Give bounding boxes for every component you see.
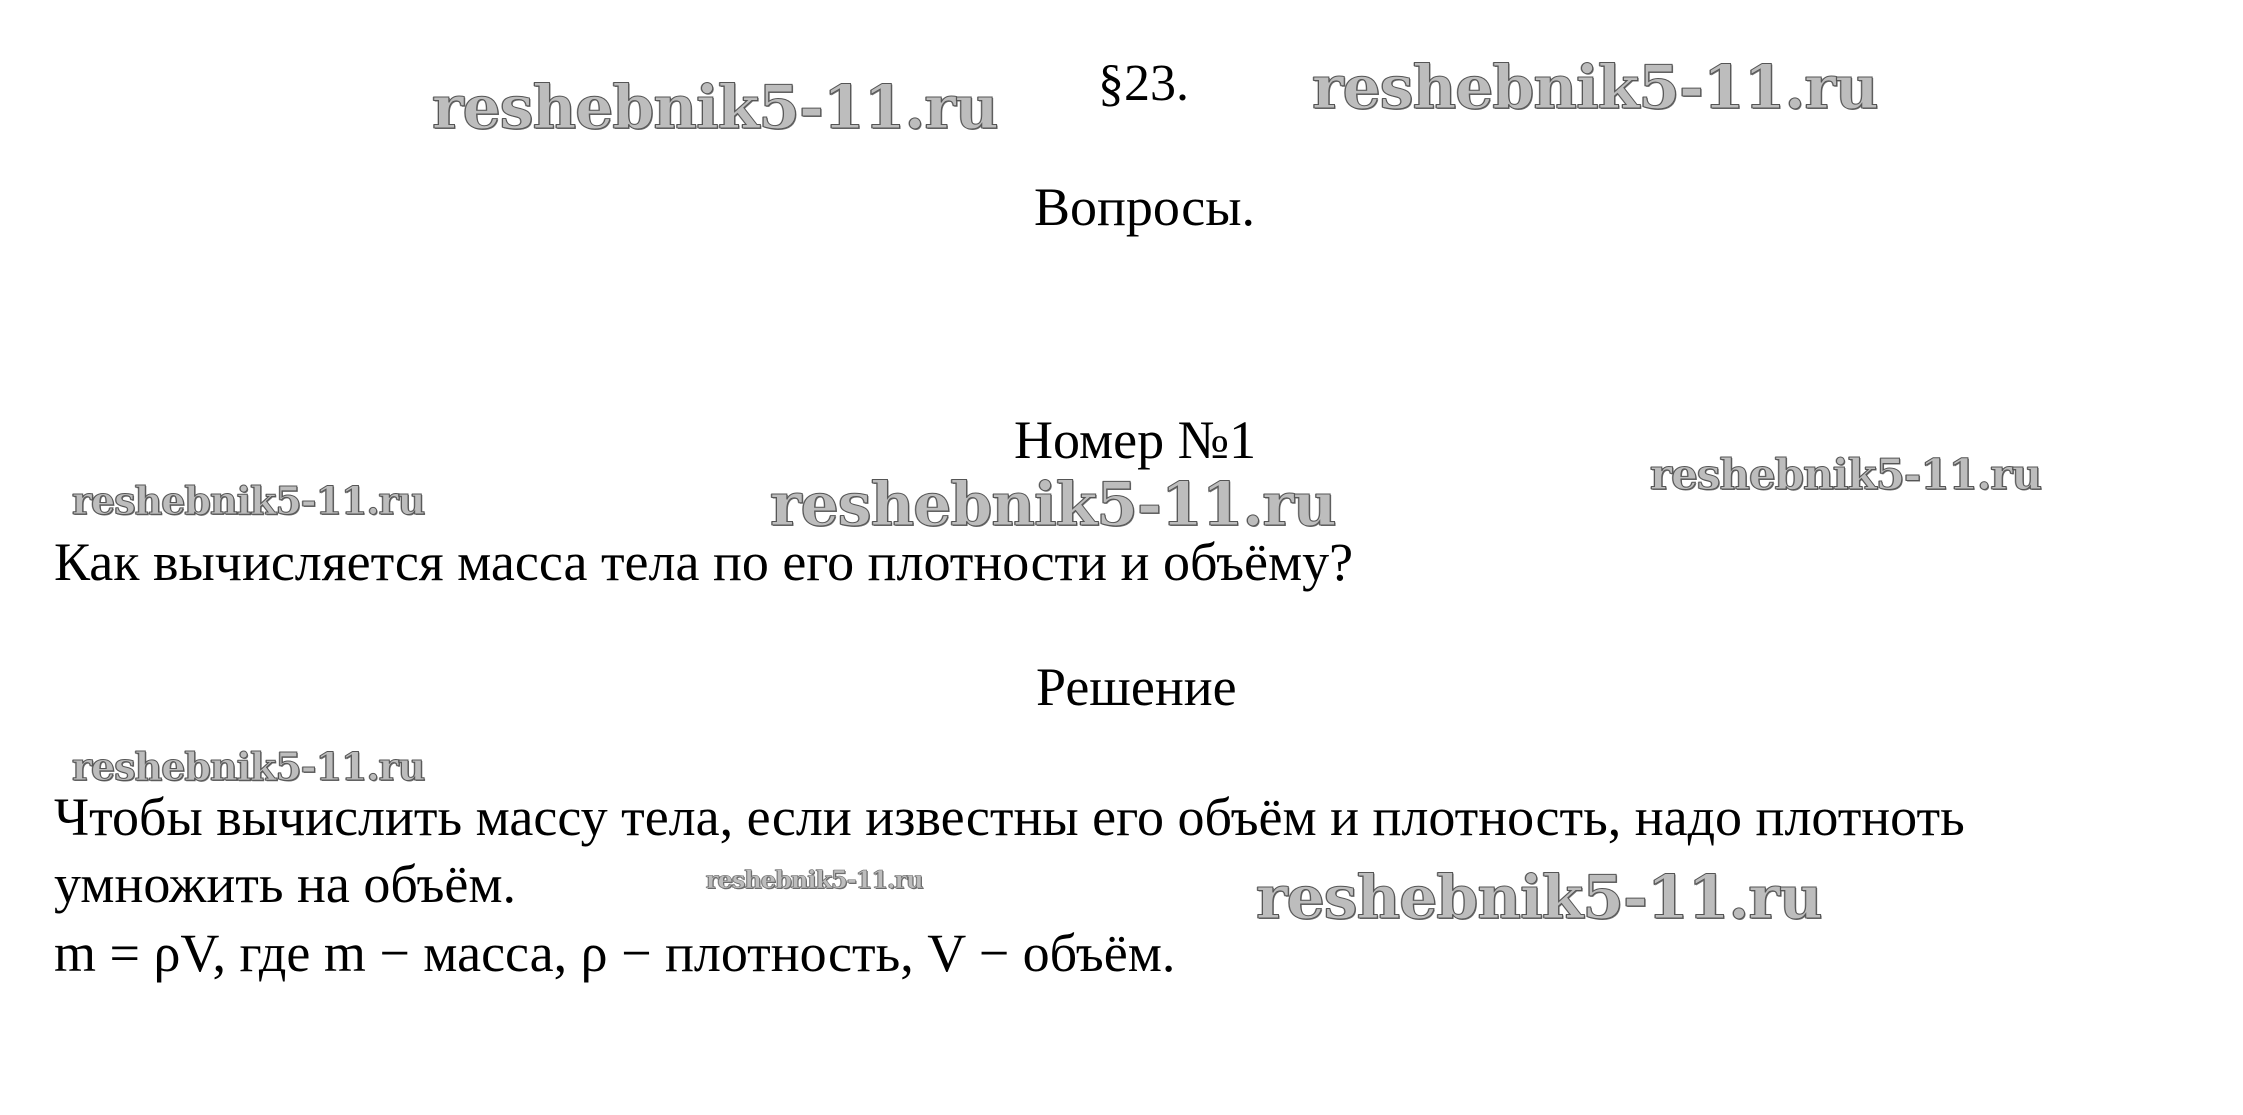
- watermark: reshebnik5-11.ru: [770, 470, 1336, 540]
- answer-formula: m = ρV, где m − масса, ρ − плотность, V − объём.: [54, 923, 1176, 983]
- watermark: reshebnik5-11.ru: [72, 744, 425, 789]
- question-text: Как вычисляется масса тела по его плотности и объёму?: [54, 532, 1354, 592]
- watermark: reshebnik5-11.ru: [1312, 53, 1878, 123]
- answer-line-1: Чтобы вычислить массу тела, если известны его объём и плотность, надо плотноть: [54, 787, 1965, 847]
- section-number: §23.: [1098, 55, 1189, 112]
- watermark: reshebnik5-11.ru: [706, 865, 923, 894]
- solution-title: Решение: [1036, 657, 1237, 717]
- watermark: reshebnik5-11.ru: [1650, 450, 2042, 499]
- watermark: reshebnik5-11.ru: [1256, 863, 1822, 933]
- watermark: reshebnik5-11.ru: [72, 478, 425, 523]
- watermark: reshebnik5-11.ru: [432, 73, 998, 143]
- problem-title: Номер №1: [1014, 410, 1257, 470]
- page-heading: Вопросы.: [1034, 177, 1256, 237]
- answer-line-2: умножить на объём.: [54, 854, 517, 914]
